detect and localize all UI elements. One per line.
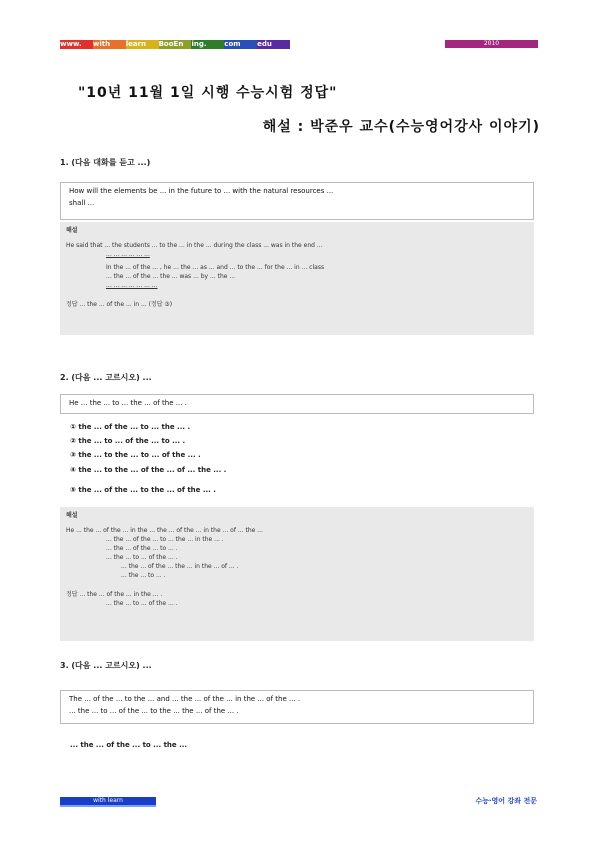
rainbow-segment: with: [93, 40, 126, 49]
explanation-line: ... the ... of the ... the ... in the ... of ... .: [121, 563, 239, 570]
explanation-label: 해설: [66, 512, 78, 519]
document-title: "10년 11월 1일 시행 수능시험 정답": [78, 85, 338, 101]
section-3-question-box: [60, 690, 534, 724]
section-2-question-box: [60, 394, 534, 414]
rainbow-segment: com: [224, 40, 257, 49]
explanation-line: ... the ... of the ... to ... the ... in the ... .: [106, 536, 224, 543]
explanation-line: ... ... ... ... ... ... ...: [106, 282, 158, 289]
rainbow-segment: learn: [126, 40, 159, 49]
footer-link-text[interactable]: with learn: [93, 797, 123, 804]
rainbow-segment: www.: [60, 40, 93, 49]
section-1-question-box: [60, 182, 534, 220]
answer-line: ... the ... to ... of the ... .: [106, 600, 178, 607]
answer-line: 정답 ... the ... of the ... in ... (정답 ③): [66, 301, 173, 308]
explanation-line: ... the ... to ... .: [121, 572, 166, 579]
header-badge: 2010: [445, 40, 538, 48]
answer-choice: ① the ... of the ... to ... the ... .: [70, 423, 191, 431]
section-3-heading: 3. (다음 ... 고르시오) ...: [60, 661, 152, 670]
rainbow-segment: edu: [257, 40, 290, 49]
explanation-line: He said that ... the students ... to the ... in the ... during the class ... was in the end ...: [66, 242, 323, 249]
box-line: How will the elements be ... in the future to ... with the natural resources ...: [69, 187, 334, 195]
answer-choice: ④ the ... to the ... of the ... of ... the ... .: [70, 466, 227, 474]
explanation-line: ... ... ... ... ... ...: [106, 251, 150, 258]
answer-choice: ③ the ... to the ... to ... of the ... .: [70, 451, 201, 459]
explanation-line: In the ... of the ... , he ... the ... as ... and ... to the ... for the ... in ... class: [106, 264, 325, 271]
explanation-line: ... the ... of the ... the ... was ... by ... the ...: [106, 273, 236, 280]
explanation-line: He ... the ... of the ... in the ... the ... of the ... in the ... of ... the ...: [66, 527, 263, 534]
section-2-explanation: [60, 507, 534, 641]
document-subtitle: 해설 : 박준우 교수(수능영어강사 이야기): [262, 119, 540, 135]
rainbow-segment: BooEn: [159, 40, 192, 49]
section-1-heading: 1. (다음 대화를 듣고 ...): [60, 158, 151, 167]
box-line: The ... of the ... to the ... and ... the ... of the ... in the ... of the ... .: [69, 695, 301, 703]
footer-link-bar[interactable]: [60, 797, 156, 807]
box-line: shall ...: [69, 199, 95, 207]
box-line: He ... the ... to ... the ... of the ... .: [69, 399, 187, 407]
explanation-line: ... the ... of the ... to ... .: [106, 545, 178, 552]
footer-right-text: 수능·영어 강좌 전문: [475, 797, 537, 805]
box-line: ... the ... to ... of the ... to the ... the ... of the ... .: [69, 707, 239, 715]
answer-line: 정답 ... the ... of the ... in the ... .: [66, 591, 163, 598]
section-2-heading: 2. (다음 ... 고르시오) ...: [60, 373, 152, 382]
rainbow-segment: ing.: [191, 40, 224, 49]
explanation-label: 해설: [66, 227, 78, 234]
section-1-explanation: [60, 222, 534, 335]
trailing-line: ... the ... of the ... to ... the ...: [70, 741, 188, 749]
answer-choice: ⑤ the ... of the ... to the ... of the ... .: [70, 486, 216, 494]
answer-choice: ② the ... to ... of the ... to ... .: [70, 437, 186, 445]
explanation-line: ... the ... to ... of the ... .: [106, 554, 178, 561]
header-rainbow-strip: [60, 40, 290, 49]
